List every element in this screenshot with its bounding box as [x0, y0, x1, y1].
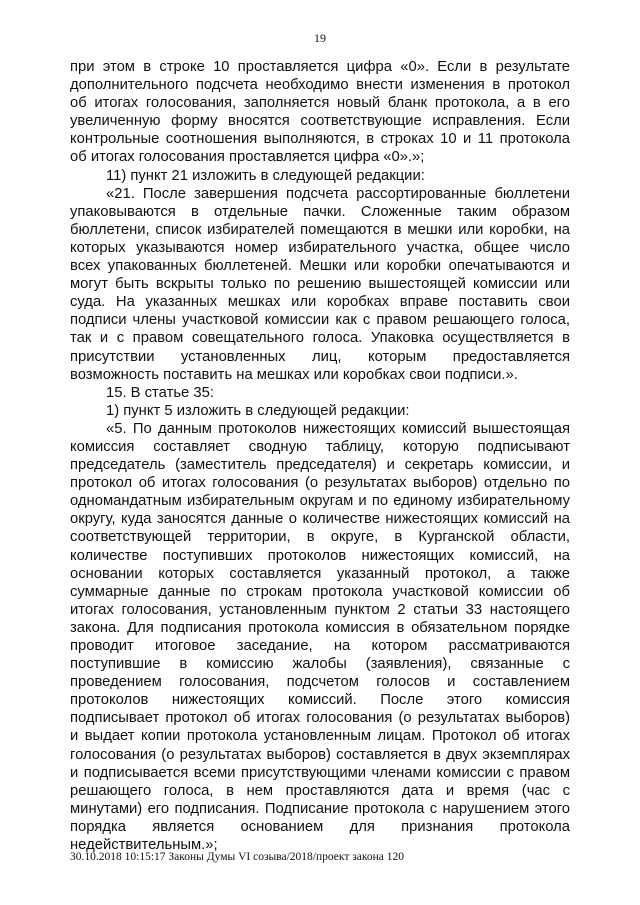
text-line: увеличенную форму вносятся соответствующие исправления. Если [70, 113, 570, 130]
text-line: 11) пункт 21 изложить в следующей редакции: [106, 167, 425, 184]
text-line: количестве поступивших протоколов нижестоящих комиссий, на [70, 547, 570, 564]
text-line: голосования (о результатах выборов) составляется в двух экземплярах [70, 746, 570, 763]
text-line: «5. По данным протоколов нижестоящих комиссий вышестоящая [106, 420, 570, 437]
text-line: так и с правом совещательного голоса. Упаковка осуществляется в [70, 330, 570, 347]
text-line: и подписывается всеми присутствующими членами комиссии с правом [70, 764, 570, 781]
text-line: соответствующей территории, в округе, в Курганской области, [70, 529, 570, 546]
text-line: «21. После завершения подсчета рассортированные бюллетени [106, 185, 570, 202]
text-line: порядка является основанием для признания протокола [70, 818, 570, 835]
text-line: комиссия составляет сводную таблицу, которую подписывают [70, 438, 570, 455]
text-line: упаковываются в отдельные пачки. Сложенные таким образом [70, 203, 570, 220]
text-line: протокол об итогах голосования (о результатах выборов) отдельно по [70, 475, 570, 492]
text-line: итогах голосования, установленным пунктом 2 статьи 33 настоящего [70, 601, 570, 618]
text-line: поступившие в комиссию жалобы (заявления), связанные с [70, 656, 570, 673]
text-line: округу, куда заносятся данные о количестве нижестоящих комиссий на [70, 511, 570, 528]
text-line: которых указываются номер избирательного участка, общее число [70, 239, 570, 256]
text-line: 1) пункт 5 изложить в следующей редакции: [106, 402, 410, 419]
text-line: решающего голоса, в нем проставляются дата и время (час с [70, 782, 570, 799]
text-line: об итогах голосования проставляется цифра «0».»; [70, 149, 425, 166]
text-line: бюллетени, список избирателей помещаются в мешки или коробки, на [70, 221, 570, 238]
text-line: и выдает копии протокола установленным лицам. Протокол об итогах [70, 728, 570, 745]
text-line: 15. В статье 35: [106, 384, 214, 401]
text-line: могут быть вскрыты только по решению вышестоящей комиссии или [70, 276, 570, 293]
text-line: возможность поставить на мешках или коробках свои подписи.». [70, 366, 518, 383]
text-line: одномандатным избирательным округам и по единому избирательному [70, 493, 570, 510]
page-number: 19 [314, 31, 326, 45]
text-line: всех упакованных бюллетеней. Мешки или коробки опечатываются и [70, 258, 570, 275]
text-line: минутами) его подписания. Подписание протокола с нарушением этого [70, 800, 570, 817]
text-line: председатель (заместитель председателя) и секретарь комиссии, и [70, 457, 570, 474]
text-line: подписывает протокол об итогах голосования (о результатах выборов) [70, 710, 570, 727]
text-line: основании которых составляется указанный протокол, а также [70, 565, 570, 582]
text-line: закона. Для подписания протокола комиссия в обязательном порядке [70, 619, 570, 636]
document-footer: 30.10.2018 10:15:17 Законы Думы VI созыва/2018/проект закона 120 [70, 851, 405, 863]
text-line: подписи члены участковой комиссии как с правом решающего голоса, [70, 312, 570, 329]
document-body [70, 58, 570, 854]
text-line: недействительным.»; [70, 837, 218, 854]
text-line: проведением голосования, подсчетом голосов и составлением [70, 674, 570, 691]
text-line: протоколов нижестоящих комиссий. После этого комиссия [70, 692, 570, 709]
text-line: дополнительного подсчета необходимо внести изменения в протокол [70, 77, 570, 94]
text-line: проводит итоговое заседание, на котором рассматриваются [70, 638, 570, 654]
text-line: суда. На указанных мешках или коробках вправе поставить свои [70, 294, 570, 311]
text-line: присутствии установленных лиц, которым предоставляется [70, 348, 570, 365]
text-line: суммарные данные по строкам протокола участковой комиссии об [70, 583, 570, 600]
text-line: об итогах голосования, заполняется новый бланк протокола, а в его [70, 95, 570, 112]
text-line: при этом в строке 10 проставляется цифра «0». Если в результате [70, 59, 570, 75]
text-line: контрольные соотношения выполняются, в строках 10 и 11 протокола [70, 131, 570, 148]
